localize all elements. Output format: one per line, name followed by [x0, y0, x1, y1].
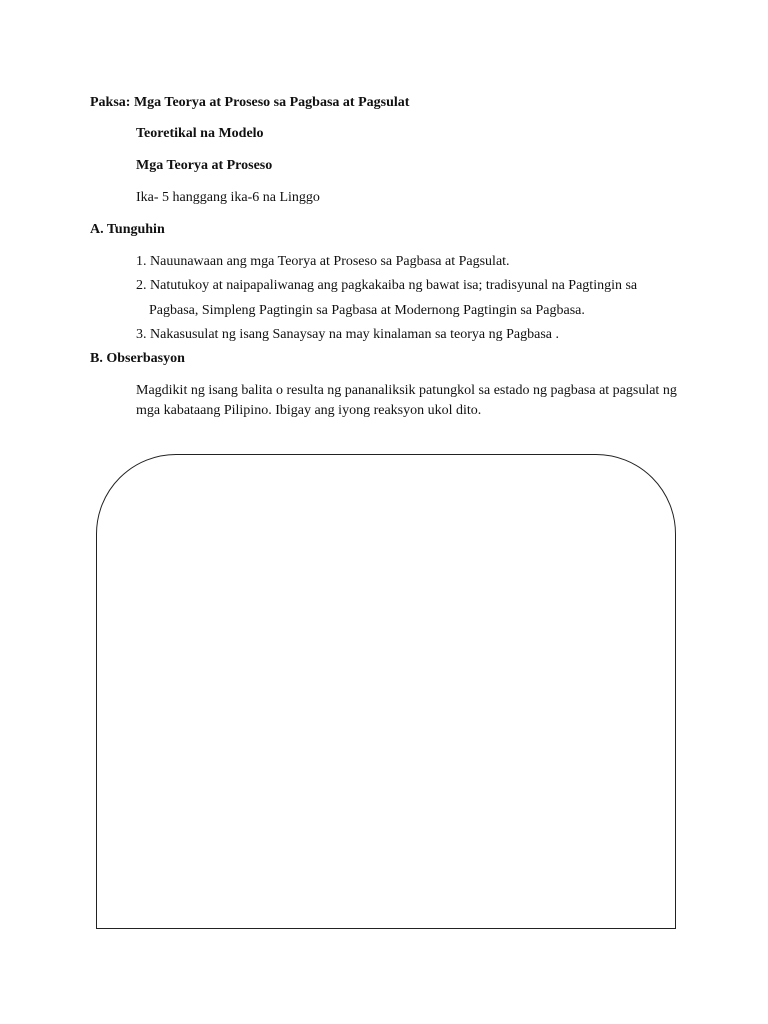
objective-item-2: 2. Natutukoy at naipapaliwanag ang pagkakaiba ng bawat isa; tradisyunal na Pagtingin sa: [136, 278, 638, 293]
clipping-paste-box: [96, 454, 676, 929]
weeks-text: Ika- 5 hanggang ika-6 na Linggo: [136, 190, 320, 205]
section-a-heading: A. Tunguhin: [90, 222, 165, 237]
observation-instruction-line-2: mga kabataang Pilipino. Ibigay ang iyong reaksyon ukol dito.: [136, 403, 482, 418]
section-b-heading: B. Obserbasyon: [90, 351, 185, 366]
observation-instruction-line-1: Magdikit ng isang balita o resulta ng pananaliksik patungkol sa estado ng pagbasa at pagsulat ng: [136, 383, 677, 398]
model-heading: Teoretikal na Modelo: [136, 126, 264, 141]
topic-heading: Paksa: Mga Teorya at Proseso sa Pagbasa at Pagsulat: [90, 95, 410, 110]
objective-item-2-continued: Pagbasa, Simpleng Pagtingin sa Pagbasa at Modernong Pagtingin sa Pagbasa.: [149, 303, 585, 318]
theories-heading: Mga Teorya at Proseso: [136, 158, 273, 173]
objective-item-3: 3. Nakasusulat ng isang Sanaysay na may kinalaman sa teorya ng Pagbasa .: [136, 327, 560, 342]
objective-item-1: 1. Nauunawaan ang mga Teorya at Proseso sa Pagbasa at Pagsulat.: [136, 254, 510, 269]
